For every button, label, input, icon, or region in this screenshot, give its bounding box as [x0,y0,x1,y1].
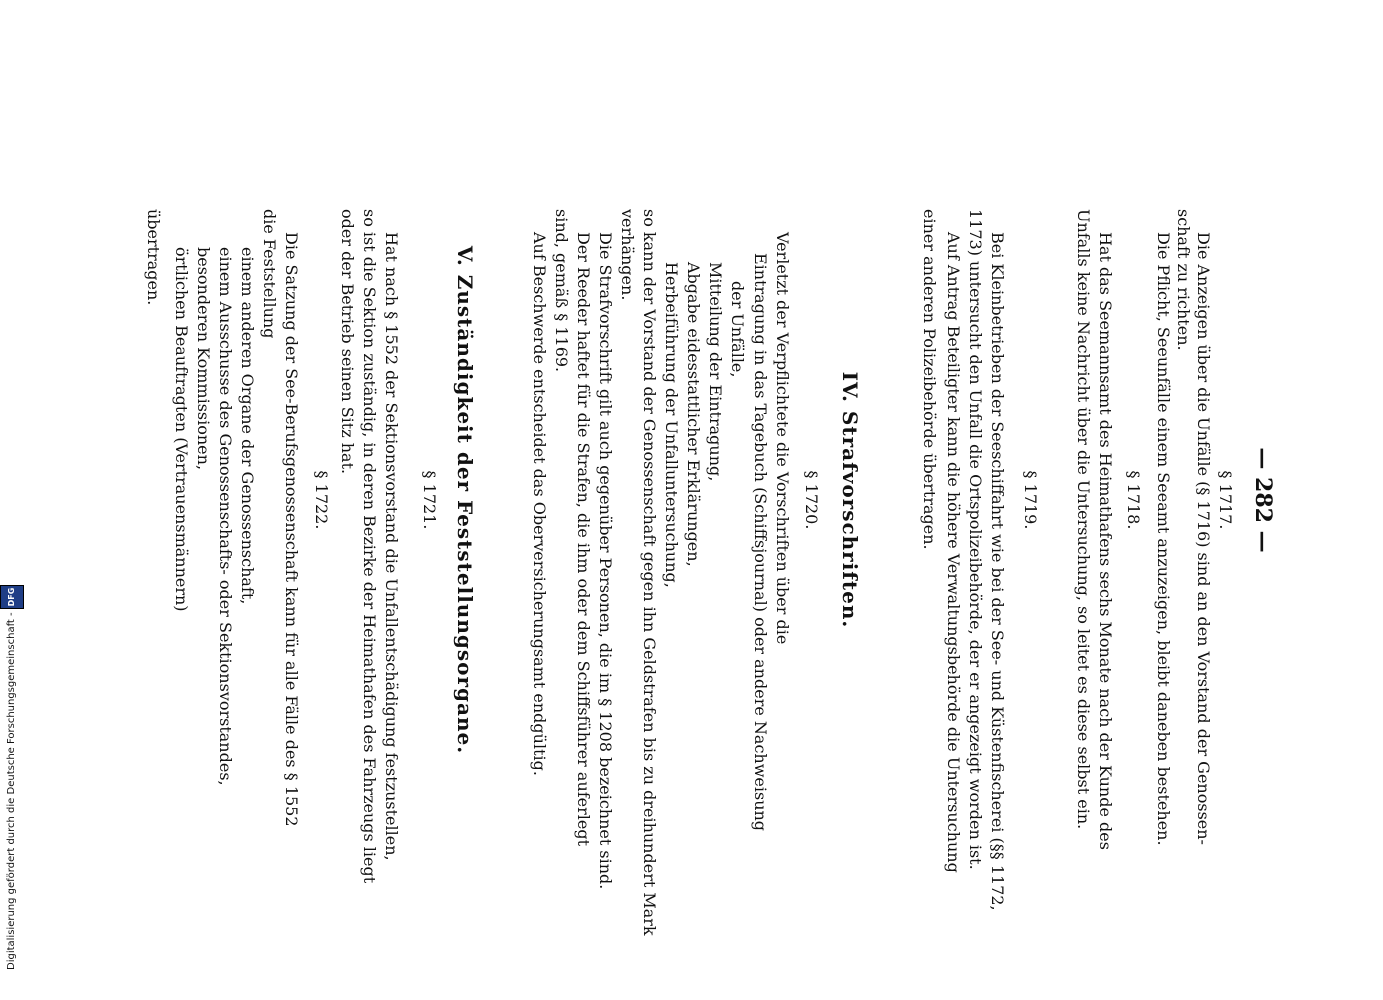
text-line: so kann der Vorstand der Genossenschaft gegen ihn Geldstrafen bis zu dreihundert Mark [640,209,659,936]
text-line: einem Ausschusse des Genossenschafts- oder Sektionsvorstandes, [216,247,235,786]
section-heading: § 1718. [1124,470,1143,530]
text-line: Eintragung in das Tagebuch (Schiffsjournal) oder andere Nachweisung [751,253,770,832]
text-line: übertragen. [144,209,163,306]
text-line: Bei Kleinbetrieben der Seeschiffahrt wie bei der See- und Küstenfischerei (§§ 1172, [988,232,1007,911]
text-line: besonderen Kommissionen, [194,247,213,471]
text-line: einem anderen Organe der Genossenschaft, [238,247,257,605]
text-line: verhängen. [618,209,637,301]
text-line: Die Strafvorschrift gilt auch gegenüber Personen, die im § 1208 bezeichnet sind. [596,232,615,890]
text-line: Mitteilung der Eintragung, [706,262,725,482]
chapter-heading: IV. Strafvorschriften. [838,371,862,629]
chapter-heading: V. Zuständigkeit der Feststellungsorgane. [453,245,477,755]
section-heading: § 1722. [312,470,331,530]
digitization-note [0,0,24,1000]
text-line: der Unfälle, [728,281,747,378]
section-heading: § 1720. [802,470,821,530]
text-line: einer anderen Polizeibehörde übertragen. [920,209,939,550]
text-line: örtlichen Beauftragten (Vertrauensmännern) [172,247,191,612]
text-line: Die Satzung der See-Berufsgenossenschaft kann für alle Fälle des § 1552 [282,232,301,827]
page-number: — 282 — [1250,447,1276,553]
text-line: Der Reeder haftet für die Strafen, die ihm oder dem Schiffsführer auferlegt [574,232,593,847]
text-line: Hat das Seemannsamt des Heimathafens sechs Monate nach der Kunde des [1096,232,1115,850]
text-line: Abgabe eidesstattlicher Erklärungen, [684,262,703,567]
text-line: schaft zu richten. [1174,209,1193,351]
text-line: Die Anzeigen über die Unfälle (§ 1716) sind an den Vorstand der Genossen- [1194,232,1213,845]
text-line: sind, gemäß § 1169. [552,209,571,373]
text-line: Auf Antrag Beteiligter kann die höhere Verwaltungsbehörde die Untersuchung [944,232,963,873]
text-line: so ist die Sektion zuständig, in deren Bezirke der Heimathafen des Fahrzeugs liegt [360,209,379,884]
dfg-logo-icon: DFG [0,585,24,610]
text-line: Herbeiführung der Unfalluntersuchung, [662,262,681,588]
section-heading: § 1717. [1216,470,1235,530]
text-line: die Feststellung [260,209,279,339]
text-line: Hat nach § 1552 der Sektionsvorstand die Unfallentschädigung festzustellen, [382,232,401,861]
text-line: Unfalls keine Nachricht über die Untersuchung, so leitet es diese selbst ein. [1074,209,1093,830]
section-heading: § 1719. [1021,470,1040,530]
text-line: Auf Beschwerde entscheidet das Oberversicherungsamt endgültig. [530,232,549,776]
text-line: 1173) untersucht den Unfall die Ortspolizeibehörde, der er angezeigt worden ist. [966,209,985,870]
section-heading: § 1721. [420,470,439,530]
text-line: Verletzt der Verpflichtete die Vorschriften über die [773,232,792,645]
funding-note-text: Digitalisierung gefördert durch die Deutsche Forschungsgemeinschaft - [6,612,17,970]
text-line: Die Pflicht, Seeunfälle einem Seeamt anzuzeigen, bleibt daneben bestehen. [1154,232,1173,846]
text-line: oder der Betrieb seinen Sitz hat. [338,209,357,475]
